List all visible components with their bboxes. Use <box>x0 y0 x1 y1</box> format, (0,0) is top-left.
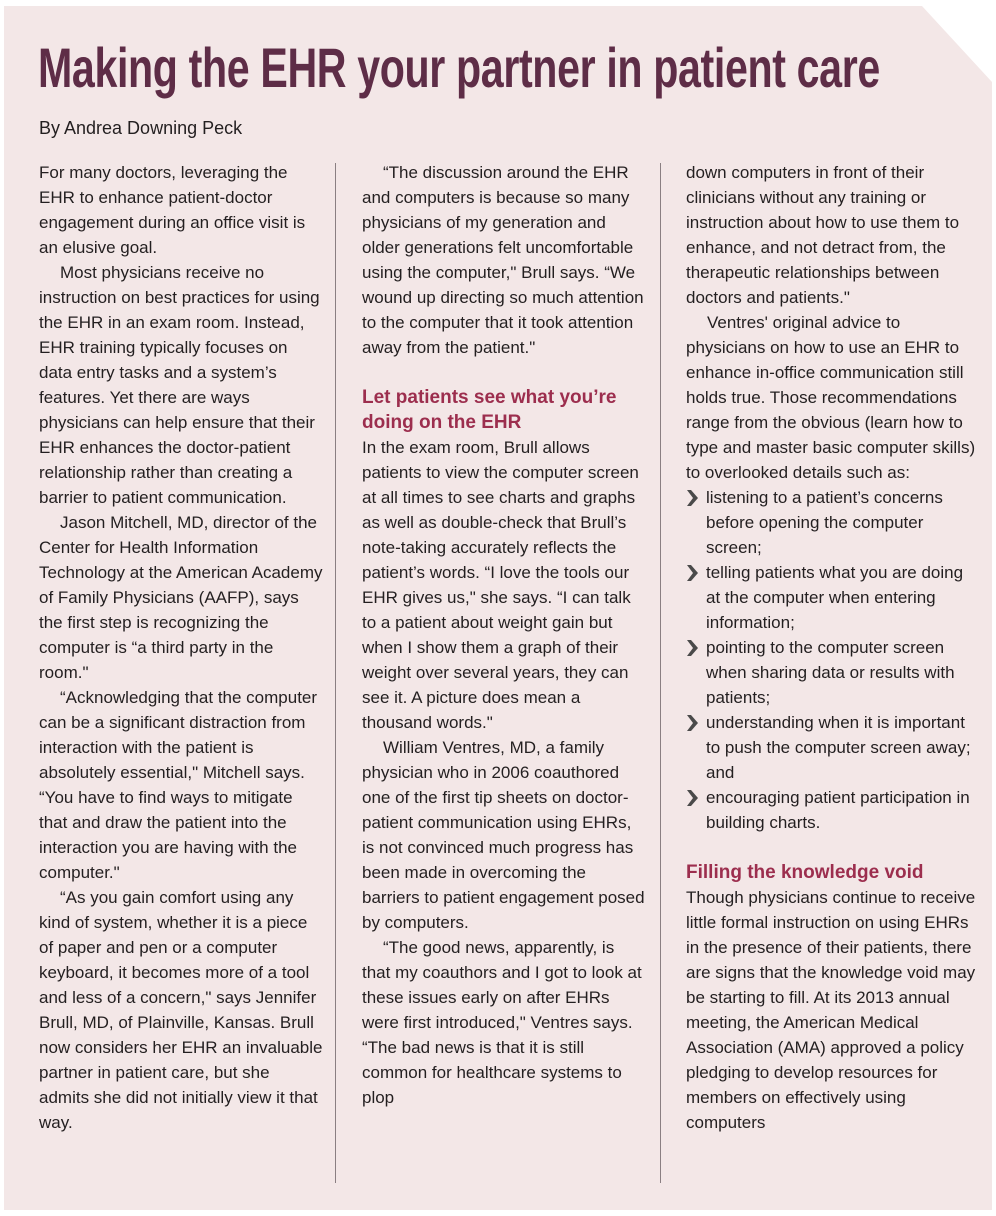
chevron-right-icon <box>686 565 698 581</box>
recommendations-list <box>686 485 976 835</box>
subheading: Filling the knowledge void <box>686 862 924 883</box>
chevron-right-icon <box>686 640 698 656</box>
list-item-text: understanding when it is important to push the computer screen away; and <box>706 713 971 782</box>
article-byline: By Andrea Downing Peck <box>39 118 243 138</box>
list-item <box>686 785 976 835</box>
list-item-text: listening to a patient’s concerns before opening the computer screen; <box>706 488 943 557</box>
column-1 <box>39 160 324 1190</box>
column-3 <box>686 160 976 1190</box>
column-divider <box>335 163 336 1183</box>
list-item-text: encouraging patient participation in building charts. <box>706 788 970 832</box>
list-item <box>686 635 976 710</box>
list-item <box>686 710 976 785</box>
list-item <box>686 485 976 560</box>
chevron-right-icon <box>686 790 698 806</box>
paragraph: “As you gain comfort using any kind of system, whether it is a piece of paper and pen or a computer keyboard, it becomes more of a tool and less of a concern," says Jennifer Brull, MD, of Plainville, Kansas. Brull now considers her EHR an invaluable partner in patient care, but she admits she did not initially view it that way. <box>39 888 323 1132</box>
paragraph: down computers in front of their clinicians without any training or instruction about how to use them to enhance, and not detract from, the therapeutic relationships between doctors and patients." <box>686 163 960 307</box>
paragraph: Most physicians receive no instruction on best practices for using the EHR in an exam room. Instead, EHR training typically focuses on data entry tasks and a system’s features. Yet there are ways physicians can help ensure that their EHR enhances the doctor-patient relationship rather than creating a barrier to patient communication. <box>39 263 320 507</box>
paragraph: “The discussion around the EHR and computers is because so many physicians of my generation and older generations felt uncomfortable using the computer," Brull says. “We wound up directing so much attention to the computer that it took attention away from the patient." <box>362 163 644 357</box>
paragraph: Ventres' original advice to physicians on how to use an EHR to enhance in-office communication still holds true. Those recommendations range from the obvious (learn how to type and master basic computer skills) to overlooked details such as: <box>686 313 976 482</box>
list-item-text: telling patients what you are doing at the computer when entering information; <box>706 563 964 632</box>
column-2 <box>362 160 647 1190</box>
article-title: Making the EHR your partner in patient care <box>38 36 880 99</box>
subheading: Let patients see what you’re doing on the EHR <box>362 387 617 433</box>
paragraph: Though physicians continue to receive little formal instruction on using EHRs in the presence of their patients, there are signs that the knowledge void may be starting to fill. At its 2013 annual meeting, the American Medical Association (AMA) approved a policy pledging to develop resources for members on effectively using computers <box>686 888 976 1132</box>
chevron-right-icon <box>686 715 698 731</box>
paragraph: In the exam room, Brull allows patients to view the computer screen at all times to see charts and graphs as well as double-check that Brull’s note-taking accurately reflects the patient’s words. “I love the tools our EHR gives us," she says. “I can talk to a patient about weight gain but when I show them a graph of their weight over several years, they can see it. A picture does mean a thousand words." <box>362 438 639 732</box>
paragraph: Jason Mitchell, MD, director of the Center for Health Information Technology at the American Academy of Family Physicians (AAFP), says the first step is recognizing the computer is “a third party in the room." <box>39 513 323 682</box>
list-item-text: pointing to the computer screen when sharing data or results with patients; <box>706 638 955 707</box>
paragraph: For many doctors, leveraging the EHR to enhance patient-doctor engagement during an office visit is an elusive goal. <box>39 163 306 257</box>
paragraph: “Acknowledging that the computer can be a significant distraction from interaction with the patient is absolutely essential," Mitchell says. “You have to find ways to mitigate that and draw the patient into the interaction you are having with the computer." <box>39 688 318 882</box>
column-divider <box>660 163 661 1183</box>
paragraph: William Ventres, MD, a family physician who in 2006 coauthored one of the first tip sheets on doctor-patient communication using EHRs, is not convinced much progress has been made in overcoming the barriers to patient engagement posed by computers. <box>362 738 645 932</box>
chevron-right-icon <box>686 490 698 506</box>
list-item <box>686 560 976 635</box>
paragraph: “The good news, apparently, is that my coauthors and I got to look at these issues early on after EHRs were first introduced," Ventres says. “The bad news is that it is still common for healthcare systems to plop <box>362 938 642 1107</box>
